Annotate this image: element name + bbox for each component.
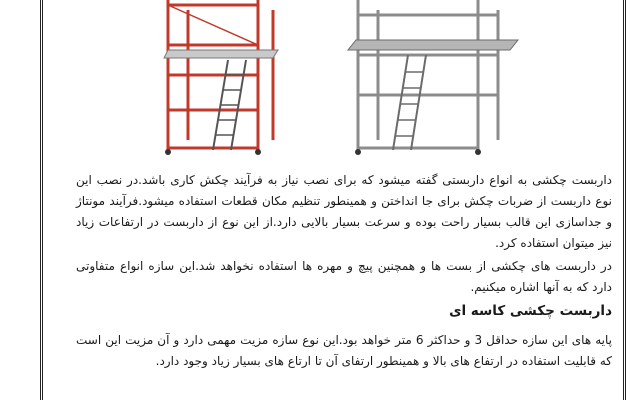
paragraph-text: پایه های این سازه حداقل 3 و حداکثر 6 متر خواهد بود.این نوع سازه مزیت مهمی دارد و آن مزیت این است که قابلیت استفاده در ارتفاع های بالا و همینطور ارتفای آن تا ارتاع های بسیار زیاد وجود دارد. [76,333,612,368]
paragraph-text: داربست چکشی به انواع داربستی گفته میشود که برای نصب نیاز به فرآیند چکش کاری باشد.در نصب این نوع داربست از ضربات چکش برای جا انداختن و همینطور تنظیم مکان قطعات استفاده میشود.فرآیند مونتاژ و جداسازی این قالب بسیار راحت بوده و سرعت بسیار بالایی دارد.از این نوع از داربست در ارتفاعات زیاد نیز میتوان استفاده کرد. [76,173,612,250]
silver-scaffold [358,0,498,150]
section-heading [76,300,612,322]
red-scaffold-platform [164,50,278,155]
red-scaffold [168,0,273,150]
paragraph-text: در داربست های چکشی از بست ها و همچنین پیچ و مهره ها استفاده نخواهد شد.این سازه انواع متفاوتی دارد که به آنها اشاره میکنیم. [76,259,612,294]
intro-paragraph [76,170,612,254]
silver-scaffold-platform [348,40,518,155]
scaffolding-photo [78,0,608,162]
heading-text: داربست چکشی کاسه ای [449,303,612,319]
section-paragraph [76,330,612,372]
second-paragraph [76,256,612,298]
scaffolding-illustration [78,0,608,162]
